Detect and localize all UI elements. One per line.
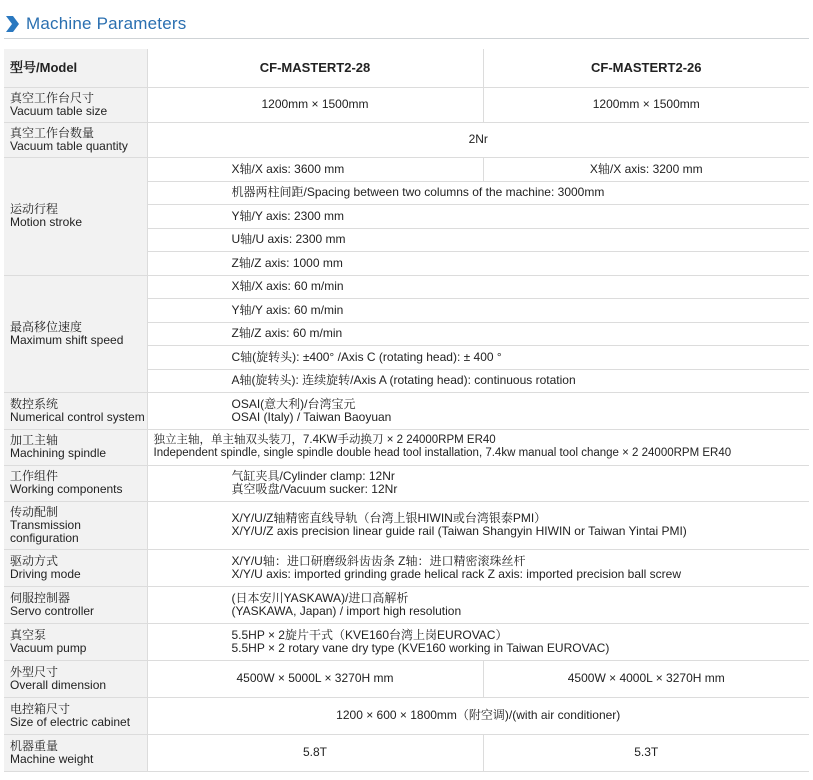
row-spindle — [4, 429, 809, 465]
speed-c: C轴(旋转头): ±400° /Axis C (rotating head): ± 400 ° — [147, 345, 809, 369]
row-cabinet — [4, 697, 809, 734]
speed-label: 最高移位速度 Maximum shift speed — [4, 275, 147, 392]
driving-value: X/Y/U轴：进口研磨级斜齿齿条 Z轴：进口精密滚珠丝杆 X/Y/U axis: imported grinding grade helical rack Z axis: imported precision ball screw — [147, 549, 809, 586]
weight-b: 5.3T — [483, 734, 809, 771]
driving-label: 驱动方式 Driving mode — [4, 549, 147, 586]
row-vacuum-qty — [4, 122, 809, 157]
motion-spacing: 机器两柱间距/Spacing between two columns of the machine: 3000mm — [147, 181, 809, 204]
dimension-a: 4500W × 5000L × 3270H mm — [147, 660, 483, 697]
nc-value: OSAI(意大利)/台湾宝元 OSAI (Italy) / Taiwan Baoyuan — [147, 392, 809, 429]
speed-z: Z轴/Z axis: 60 m/min — [147, 322, 809, 345]
header-divider — [4, 38, 809, 39]
model-a: CF-MASTERT2-28 — [147, 49, 483, 87]
row-weight — [4, 734, 809, 771]
cabinet-label: 电控箱尺寸 Size of electric cabinet — [4, 697, 147, 734]
servo-label: 伺服控制器 Servo controller — [4, 586, 147, 623]
row-speed-x — [4, 275, 809, 298]
motion-z: Z轴/Z axis: 1000 mm — [147, 251, 809, 275]
weight-label: 机器重量 Machine weight — [4, 734, 147, 771]
section-header — [4, 10, 186, 38]
vacuum-size-a: 1200mm × 1500mm — [147, 87, 483, 122]
weight-a: 5.8T — [147, 734, 483, 771]
working-value: 气缸夹具/Cylinder clamp: 12Nr 真空吸盘/Vacuum sucker: 12Nr — [147, 465, 809, 501]
row-vacuum-size — [4, 87, 809, 122]
motion-x-a: X轴/X axis: 3600 mm — [147, 157, 483, 181]
dimension-b: 4500W × 4000L × 3270H mm — [483, 660, 809, 697]
row-nc — [4, 392, 809, 429]
parameters-table — [4, 49, 809, 772]
working-label: 工作组件 Working components — [4, 465, 147, 501]
section-title: Machine Parameters — [26, 14, 187, 33]
row-dimension — [4, 660, 809, 697]
motion-label: 运动行程 Motion stroke — [4, 157, 147, 275]
motion-u: U轴/U axis: 2300 mm — [147, 228, 809, 251]
transmission-label: 传动配制 Transmission configuration — [4, 501, 147, 549]
dimension-label: 外型尺寸 Overall dimension — [4, 660, 147, 697]
row-motion-x — [4, 157, 809, 181]
spindle-label: 加工主轴 Machining spindle — [4, 429, 147, 465]
servo-value: (日本安川YASKAWA)/进口高解析 (YASKAWA, Japan) / import high resolution — [147, 586, 809, 623]
speed-x: X轴/X axis: 60 m/min — [147, 275, 809, 298]
model-b: CF-MASTERT2-26 — [483, 49, 809, 87]
motion-x-b: X轴/X axis: 3200 mm — [483, 157, 809, 181]
vacuum-size-label: 真空工作台尺寸 Vacuum table size — [4, 87, 147, 122]
row-model — [4, 49, 809, 87]
pump-label: 真空泵 Vacuum pump — [4, 623, 147, 660]
speed-a: A轴(旋转头): 连续旋转/Axis A (rotating head): continuous rotation — [147, 369, 809, 392]
vacuum-size-b: 1200mm × 1500mm — [483, 87, 809, 122]
vacuum-qty-label: 真空工作台数量 Vacuum table quantity — [4, 122, 147, 157]
speed-y: Y轴/Y axis: 60 m/min — [147, 298, 809, 322]
row-driving — [4, 549, 809, 586]
row-working — [4, 465, 809, 501]
row-pump — [4, 623, 809, 660]
model-label: 型号/Model — [4, 49, 147, 87]
row-servo — [4, 586, 809, 623]
chevron-right-icon — [4, 14, 20, 34]
row-transmission — [4, 501, 809, 549]
motion-y: Y轴/Y axis: 2300 mm — [147, 204, 809, 228]
transmission-value: X/Y/U/Z轴精密直线导轨（台湾上银HIWIN或台湾银泰PMI） X/Y/U/Z axis precision linear guide rail (Taiwan Shangyin HIWIN or Taiwan Yintai PMI) — [147, 501, 809, 549]
nc-label: 数控系统 Numerical control system — [4, 392, 147, 429]
cabinet-value: 1200 × 600 × 1800mm（附空调)/(with air conditioner) — [147, 697, 809, 734]
vacuum-qty-value: 2Nr — [147, 122, 809, 157]
pump-value: 5.5HP × 2旋片干式（KVE160台湾上岗EUROVAC） 5.5HP × 2 rotary vane dry type (KVE160 working in Taiwan EUROVAC) — [147, 623, 809, 660]
spindle-value: 独立主轴，单主轴双头装刀，7.4KW手动换刀 × 2 24000RPM ER40 Independent spindle, single spindle double head tool installation, 7.4kw manual tool change × 2 24000RPM ER40 — [147, 429, 809, 465]
